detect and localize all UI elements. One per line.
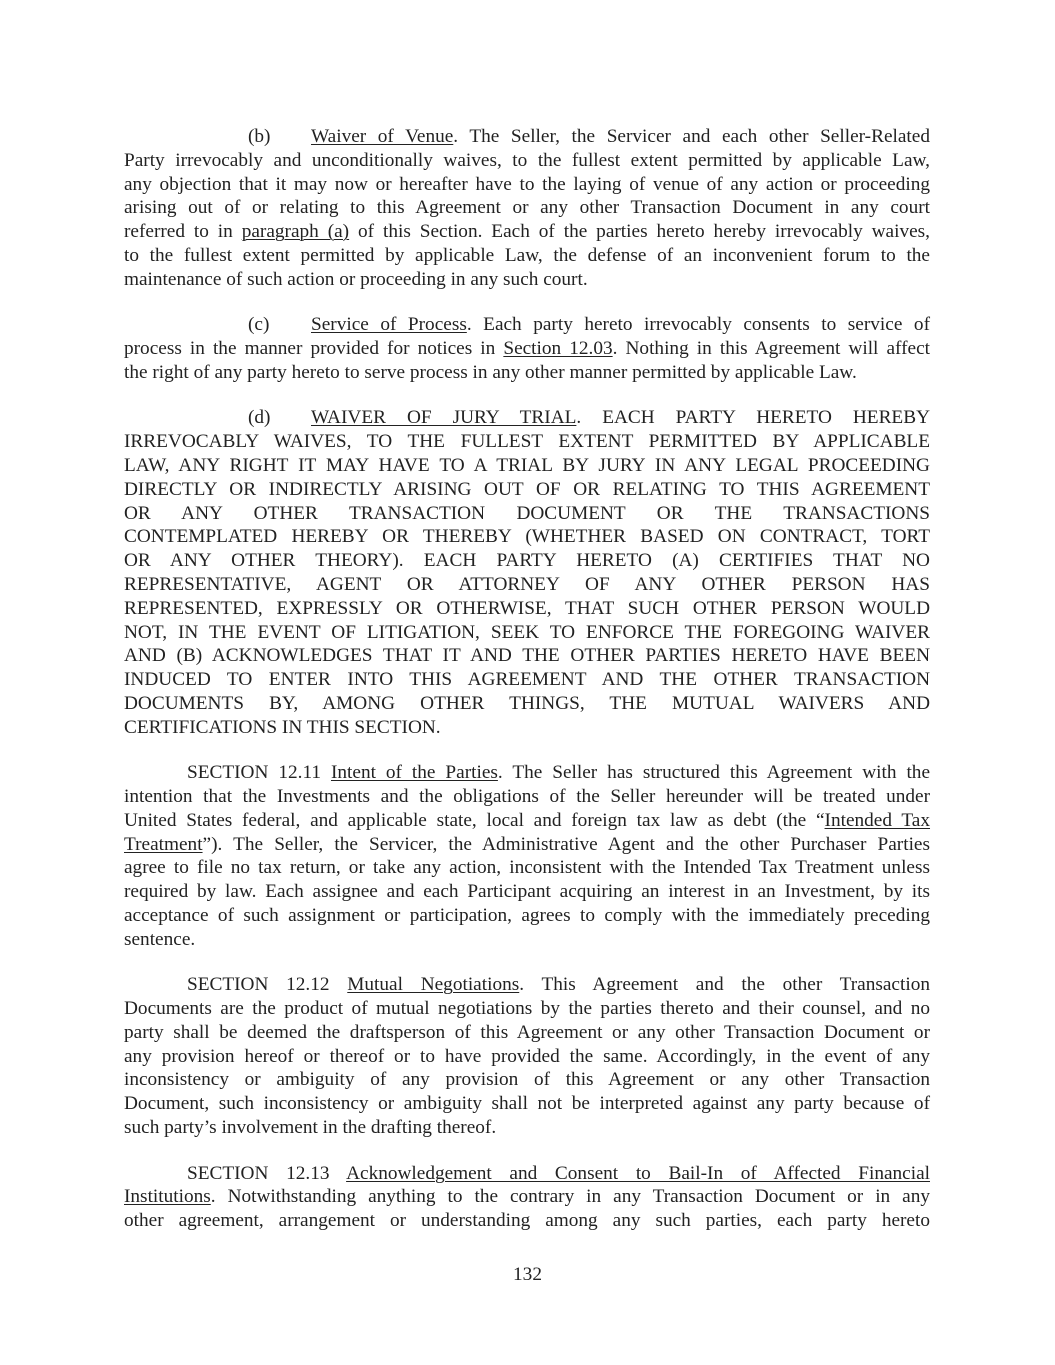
paragraph [124, 313, 930, 384]
subsection-label: (d) [248, 407, 271, 429]
text-segment: required by law. Each assignee and each Participant acquiring an interest in an Investment, by its [124, 881, 930, 903]
text-segment: OR ANY OTHER THEORY). EACH PARTY HERETO (A) CERTIFIES THAT NO [124, 550, 930, 572]
text-segment: SECTION 12.11 [187, 762, 331, 784]
text-segment: . This Agreement and the other Transaction [519, 974, 930, 996]
text-segment: LAW, ANY RIGHT IT MAY HAVE TO A TRIAL BY JURY IN ANY LEGAL PROCEEDING [124, 454, 930, 476]
underlined-heading: Acknowledgement and Consent to Bail-In of Affected Financial [346, 1162, 930, 1184]
text-segment: . Each party hereto irrevocably consents to service of [466, 314, 930, 336]
text-segment: maintenance of such action or proceeding in any such court. [124, 268, 588, 290]
text-segment: such party’s involvement in the drafting thereof. [124, 1117, 497, 1139]
text-line [124, 268, 930, 292]
text-line [124, 668, 930, 692]
text-line [124, 149, 930, 173]
text-segment: to the fullest extent permitted by applicable Law, the defense of an inconvenient forum to the [124, 244, 930, 266]
text-segment: CONTEMPLATED HEREBY OR THEREBY (WHETHER BASED ON CONTRACT, TORT [124, 526, 930, 548]
text-line [124, 1092, 930, 1116]
text-segment: inconsistency or ambiguity of any provision of this Agreement or any other Transaction [124, 1069, 930, 1091]
underlined-heading: Institutions [124, 1186, 211, 1208]
text-line [124, 220, 930, 244]
text-line [124, 454, 930, 478]
subsection-label: (b) [248, 126, 271, 147]
document-page [124, 125, 930, 1255]
text-line [124, 904, 930, 928]
underlined-heading: Intended Tax [824, 809, 931, 831]
text-segment: Documents are the product of mutual negotiations by the parties thereto and their counsel, and no [124, 998, 930, 1020]
text-segment: acceptance of such assignment or participation, agrees to comply with the immediately preceding [124, 904, 930, 926]
text-line [124, 573, 930, 597]
text-segment: SECTION 12.13 [187, 1162, 347, 1184]
text-segment: NOT, IN THE EVENT OF LITIGATION, SEEK TO ENFORCE THE FOREGOING WAIVER [124, 621, 930, 643]
underlined-heading: Mutual Negotiations [347, 974, 520, 996]
text-segment: any provision hereof or thereof or to have provided the same. Accordingly, in the event of any [124, 1045, 930, 1067]
text-segment: OR ANY OTHER TRANSACTION DOCUMENT OR THE TRANSACTIONS [124, 502, 930, 524]
text-segment: . The Seller, the Servicer and each other Seller-Related [453, 126, 930, 147]
paragraph [124, 125, 930, 292]
text-line [124, 1021, 930, 1045]
text-segment: REPRESENTED, EXPRESSLY OR OTHERWISE, THAT SUCH OTHER PERSON WOULD [124, 597, 930, 619]
text-line [124, 244, 930, 268]
text-segment: any objection that it may now or hereafter have to the laying of venue of any action or proceeding [124, 173, 930, 195]
text-segment: ”). The Seller, the Servicer, the Administrative Agent and the other Purchaser Parties [202, 833, 930, 855]
text-segment: Party irrevocably and unconditionally waives, to the fullest extent permitted by applicable Law, [124, 149, 930, 171]
text-segment: DIRECTLY OR INDIRECTLY ARISING OUT OF OR RELATING TO THIS AGREEMENT [124, 478, 930, 500]
text-line [124, 1162, 930, 1186]
text-line [124, 125, 930, 149]
underlined-heading: Section 12.03 [503, 338, 613, 360]
text-line [124, 973, 930, 997]
paragraph [124, 406, 930, 739]
text-segment: intention that the Investments and the obligations of the Seller hereunder will be treated under [124, 785, 930, 807]
text-line [124, 525, 930, 549]
text-line [124, 833, 930, 857]
text-line [124, 856, 930, 880]
subsection-label: (c) [248, 314, 270, 336]
text-line [124, 430, 930, 454]
text-segment: sentence. [124, 928, 196, 950]
text-line [124, 716, 930, 740]
text-segment: CERTIFICATIONS IN THIS SECTION. [124, 716, 441, 738]
text-line [124, 785, 930, 809]
text-segment: SECTION 12.12 [187, 974, 348, 996]
text-line [124, 1185, 930, 1209]
paragraph [124, 973, 930, 1140]
text-line [124, 644, 930, 668]
text-line [124, 1116, 930, 1140]
text-segment: . Notwithstanding anything to the contrary in any Transaction Document or in any [210, 1186, 930, 1208]
underlined-heading: Service of Process [311, 314, 467, 336]
text-segment: United States federal, and applicable state, local and foreign tax law as debt (the “ [124, 809, 825, 831]
text-segment: REPRESENTATIVE, AGENT OR ATTORNEY OF ANY OTHER PERSON HAS [124, 573, 930, 595]
text-segment: . EACH PARTY HERETO HEREBY [576, 407, 930, 429]
text-segment: INDUCED TO ENTER INTO THIS AGREEMENT AND THE OTHER TRANSACTION [124, 669, 930, 691]
text-line [124, 549, 930, 573]
text-segment: party shall be deemed the draftsperson of this Agreement or any other Transaction Document or [124, 1021, 930, 1043]
text-segment: referred to in [124, 221, 242, 243]
text-line [124, 621, 930, 645]
text-line [124, 1209, 930, 1233]
text-line [124, 196, 930, 220]
text-line [124, 478, 930, 502]
text-segment: AND (B) ACKNOWLEDGES THAT IT AND THE OTHER PARTIES HERETO HAVE BEEN [124, 645, 930, 667]
underlined-heading: Treatment [124, 833, 203, 855]
text-line [124, 173, 930, 197]
text-line [124, 502, 930, 526]
text-line [124, 928, 930, 952]
underlined-heading: WAIVER OF JURY TRIAL [311, 407, 577, 429]
text-line [124, 337, 930, 361]
text-line [124, 761, 930, 785]
text-segment: other agreement, arrangement or understanding among any such parties, each party hereto [124, 1210, 930, 1232]
text-line [124, 1045, 930, 1069]
underlined-heading: paragraph (a) [241, 221, 350, 243]
underlined-heading: Waiver of Venue [311, 126, 454, 147]
page-number: 132 [513, 1264, 542, 1285]
text-segment: of this Section. Each of the parties hereto hereby irrevocably waives, [349, 221, 930, 243]
paragraph [124, 761, 930, 951]
text-line [124, 997, 930, 1021]
text-segment: Document, such inconsistency or ambiguity shall not be interpreted against any party because of [124, 1093, 930, 1115]
text-line [124, 809, 930, 833]
text-line [124, 692, 930, 716]
text-segment: arising out of or relating to this Agreement or any other Transaction Document in any court [124, 197, 930, 219]
text-segment: . Nothing in this Agreement will affect [612, 338, 930, 360]
text-segment: process in the manner provided for notices in [124, 338, 504, 360]
text-line [124, 313, 930, 337]
text-line [124, 361, 930, 385]
text-line [124, 406, 930, 430]
paragraph [124, 1162, 930, 1233]
text-segment: IRREVOCABLY WAIVES, TO THE FULLEST EXTENT PERMITTED BY APPLICABLE [124, 431, 930, 453]
text-line [124, 1068, 930, 1092]
text-line [124, 597, 930, 621]
text-segment: agree to file no tax return, or take any action, inconsistent with the Intended Tax Treatment unless [124, 857, 930, 879]
underlined-heading: Intent of the Parties [330, 762, 498, 784]
text-segment: the right of any party hereto to serve process in any other manner permitted by applicable Law. [124, 361, 857, 383]
text-segment: DOCUMENTS BY, AMONG OTHER THINGS, THE MUTUAL WAIVERS AND [124, 692, 930, 714]
text-line [124, 880, 930, 904]
text-segment: . The Seller has structured this Agreement with the [497, 762, 931, 784]
